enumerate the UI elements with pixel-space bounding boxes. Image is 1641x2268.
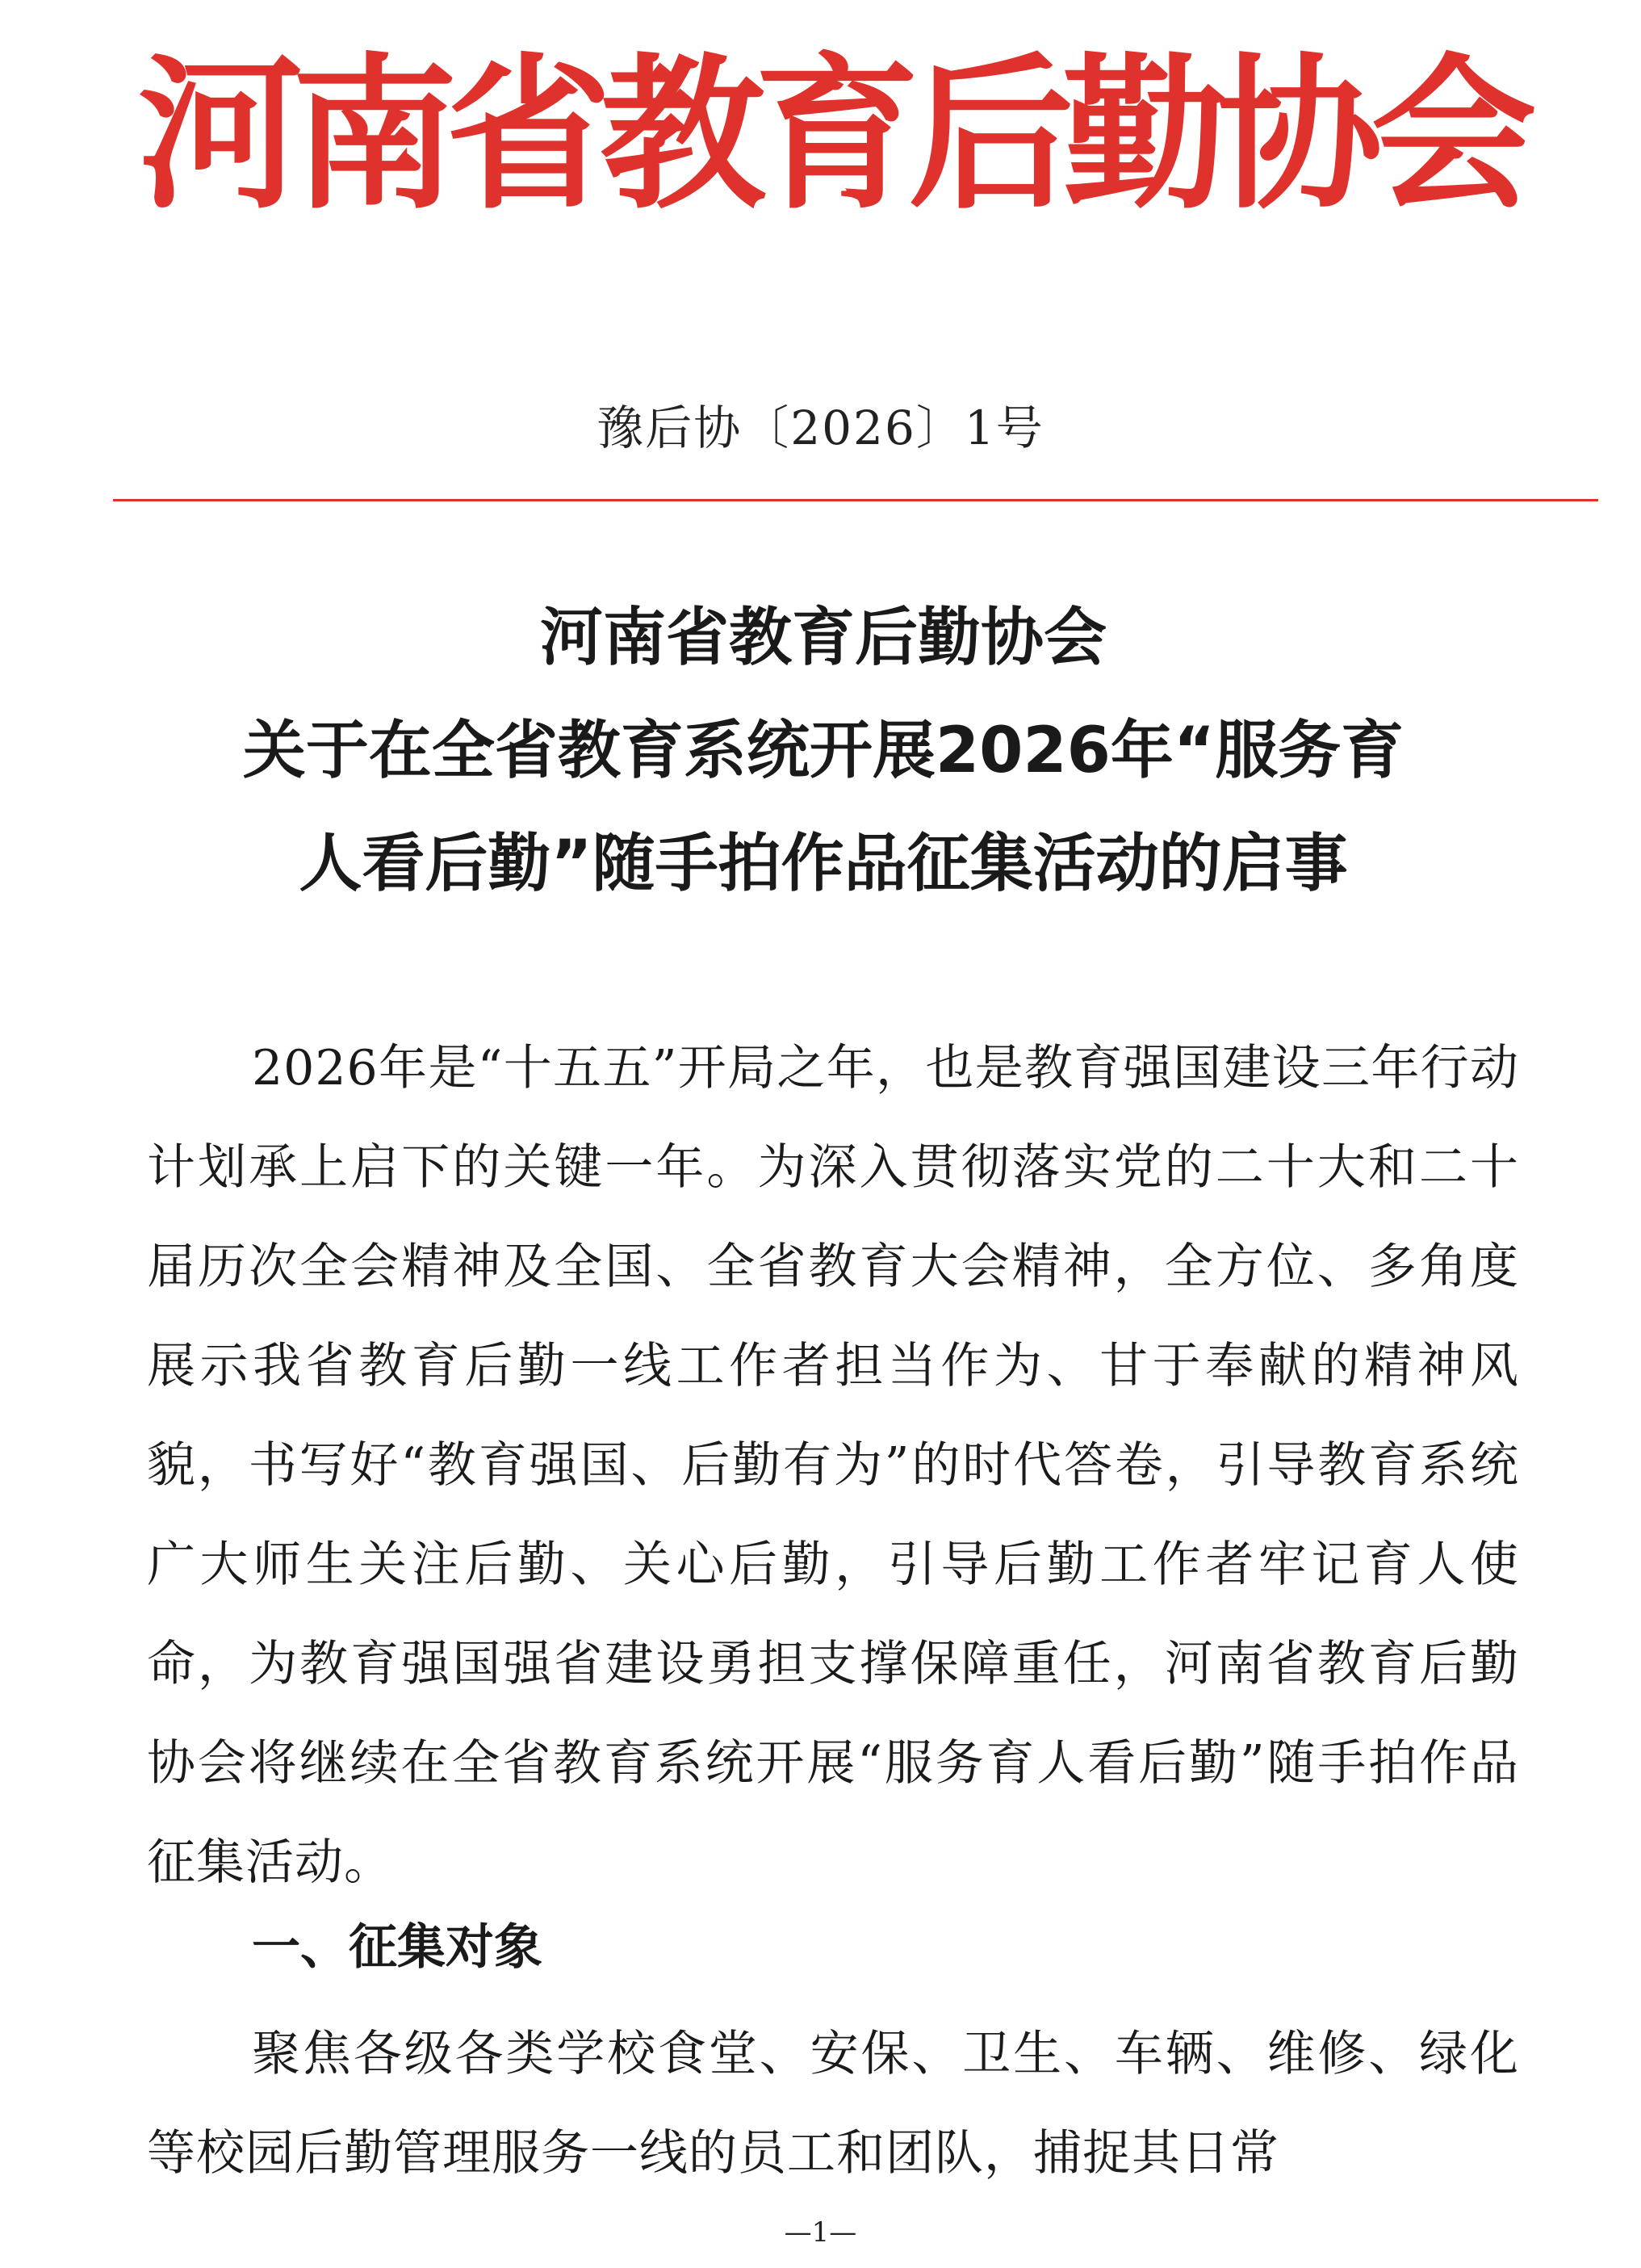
document-number: 豫后协〔2026〕1号 [597,400,1044,455]
intro-paragraph: 2026年是“十五五”开局之年，也是教育强国建设三年行动计划承上启下的关键一年。为深入贯彻落实党的二十大和二十届历次全会精神及全国、全省教育大会精神，全方位、多角度展示我省教育后勤一线工作者担当作为、甘于奉献的精神风貌，书写好“教育强国、后勤有为”的时代答卷，引导教育系统广大师生关注后勤、关心后勤，引导后勤工作者牢记育人使命，为教育强国强省建设勇担支撑保障重任，河南省教育后勤协会将继续在全省教育系统开展“服务育人看后勤”随手拍作品征集活动。 [147,1040,1519,1891]
title-line-3: 人看后勤”随手拍作品征集活动的启事 [299,828,1348,900]
title-line-1: 河南省教育后勤协会 [539,602,1107,674]
section-heading-1: 一、征集对象 [252,1919,542,1976]
section-1-paragraph: 聚焦各级各类学校食堂、安保、卫生、车辆、维修、绿化等校园后勤管理服务一线的员工和团队，捕捉其日常 [147,2026,1519,2182]
page-number: —1— [784,2216,857,2249]
title-line-2: 关于在全省教育系统开展2026年“服务育 [242,715,1404,787]
header-divider [113,499,1598,501]
organization-letterhead: 河南省教育后勤协会 [137,40,1526,232]
